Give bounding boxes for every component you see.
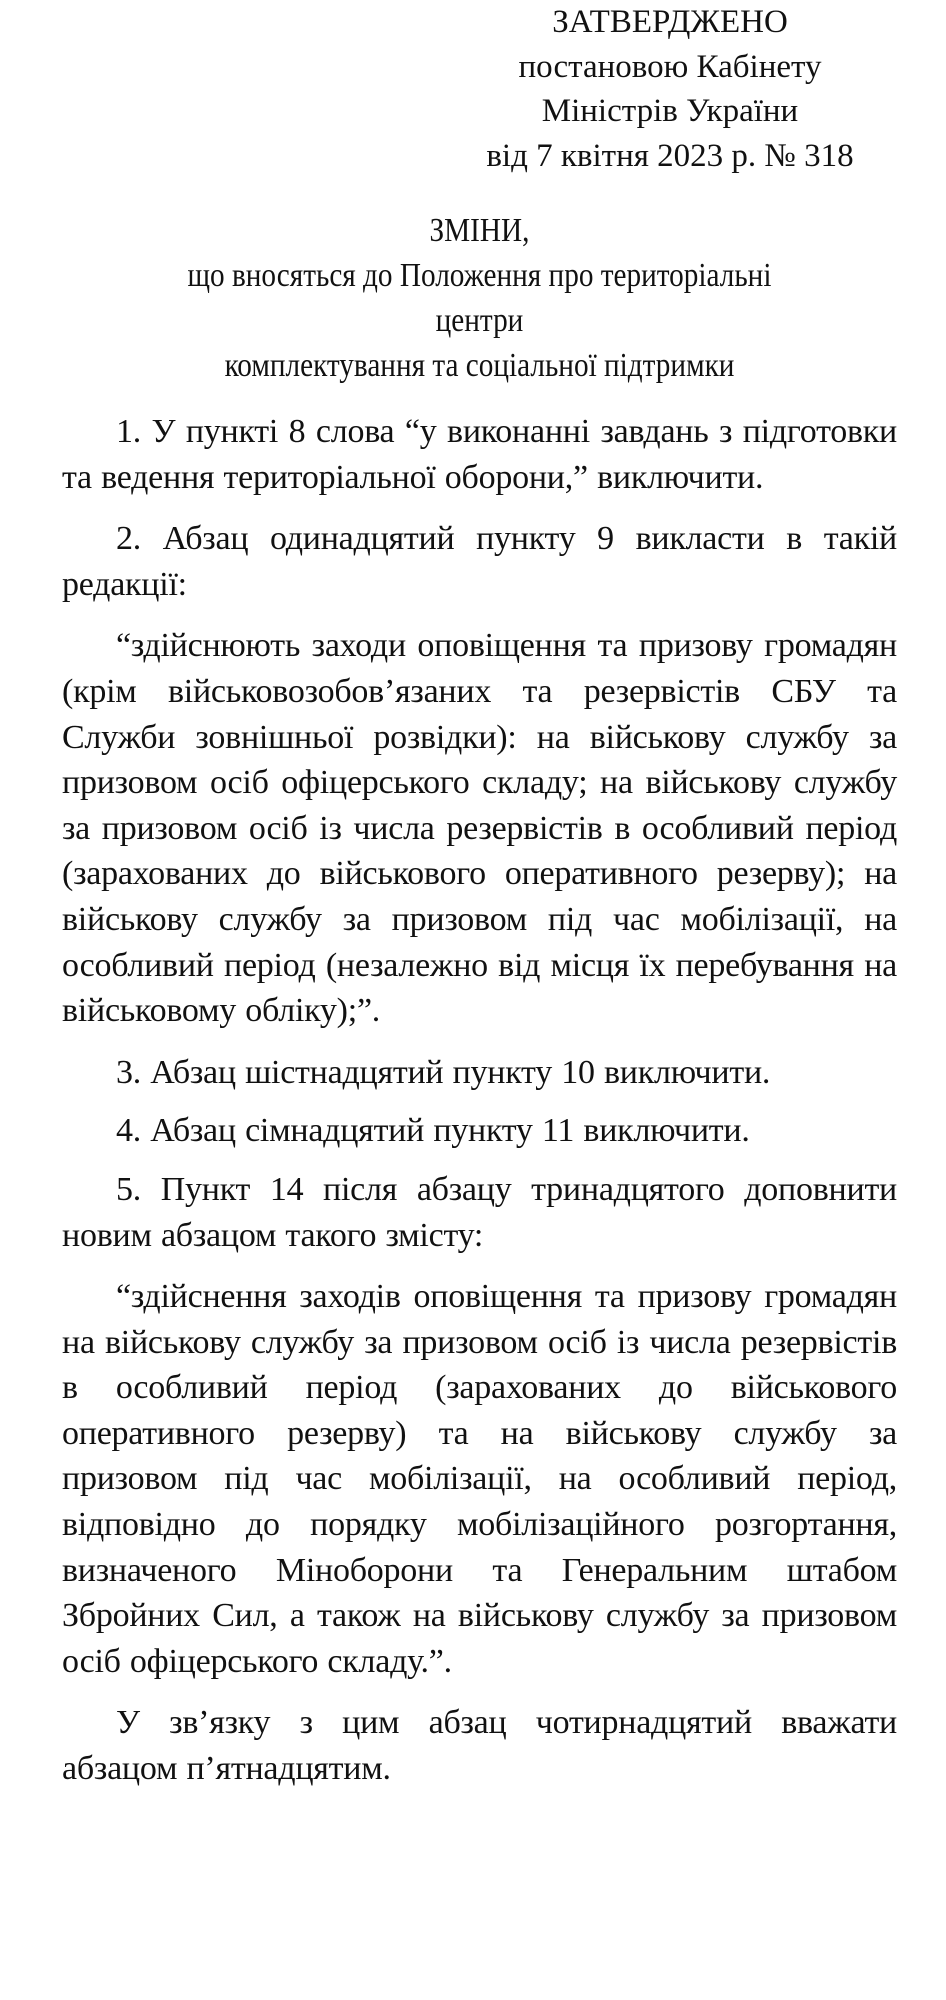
approval-line-3: від 7 квітня 2023 р. № 318 bbox=[486, 137, 854, 174]
paragraph-closing: У зв’язку з цим абзац чотирнадцятий вважати абзацом п’ятнадцятим. bbox=[62, 1704, 897, 1788]
paragraph-quote-2: “здійснення заходів оповіщення та призову громадян на військову службу за призовом осіб із числа резервістів в особливий період (зарахованих до військового оперативного резерву) та на військову службу за призовом під час мобілізації, на особливий період, відповідно до порядку мобілізаційного розгортання, визначеного Міноборони та Генеральним штабом Збройних Сил, а також на військову службу за призовом осіб офіцерського складу.”. bbox=[62, 1278, 897, 1680]
paragraph-item-1: 1. У пункті 8 слова “у виконанні завдань з підготовки та ведення територіальної оборони,” виключити. bbox=[62, 413, 897, 496]
approval-line-1: постановою Кабінету bbox=[518, 48, 822, 85]
approval-title: ЗАТВЕРДЖЕНО bbox=[552, 4, 788, 40]
paragraph-item-2: 2. Абзац одинадцятий пункту 9 викласти в такій редакції: bbox=[62, 520, 897, 603]
document-body bbox=[62, 409, 897, 1808]
heading-title: ЗМІНИ, bbox=[429, 212, 530, 249]
heading-subtitle-line-1: що вносяться до Положення про територіальні bbox=[187, 257, 772, 294]
paragraph-quote-1: “здійснюють заходи оповіщення та призову громадян (крім військовозобов’язаних та резервістів СБУ та Служби зовнішньої розвідки): на військову службу за призовом осіб офіцерського складу; на військову службу за призовом осіб із числа резервістів в особливий період (зарахованих до військового оперативного резерву); на військову службу за призовом під час мобілізації, на особливий період (незалежно від місця їх перебування на військовому обліку);”. bbox=[62, 627, 897, 1030]
paragraph-item-5: 5. Пункт 14 після абзацу тринадцятого доповнити новим абзацом такого змісту: bbox=[62, 1170, 897, 1254]
heading-subtitle-line-2: центри bbox=[435, 302, 524, 339]
paragraph-item-4: 4. Абзац сімнадцятий пункту 11 виключити. bbox=[116, 1112, 750, 1150]
heading-subtitle-line-3: комплектування та соціальної підтримки bbox=[224, 347, 735, 384]
approval-stamp bbox=[420, 0, 920, 178]
document-heading bbox=[62, 208, 897, 388]
paragraph-item-3: 3. Абзац шістнадцятий пункту 10 виключити. bbox=[116, 1053, 771, 1091]
approval-line-2: Міністрів України bbox=[541, 93, 799, 129]
